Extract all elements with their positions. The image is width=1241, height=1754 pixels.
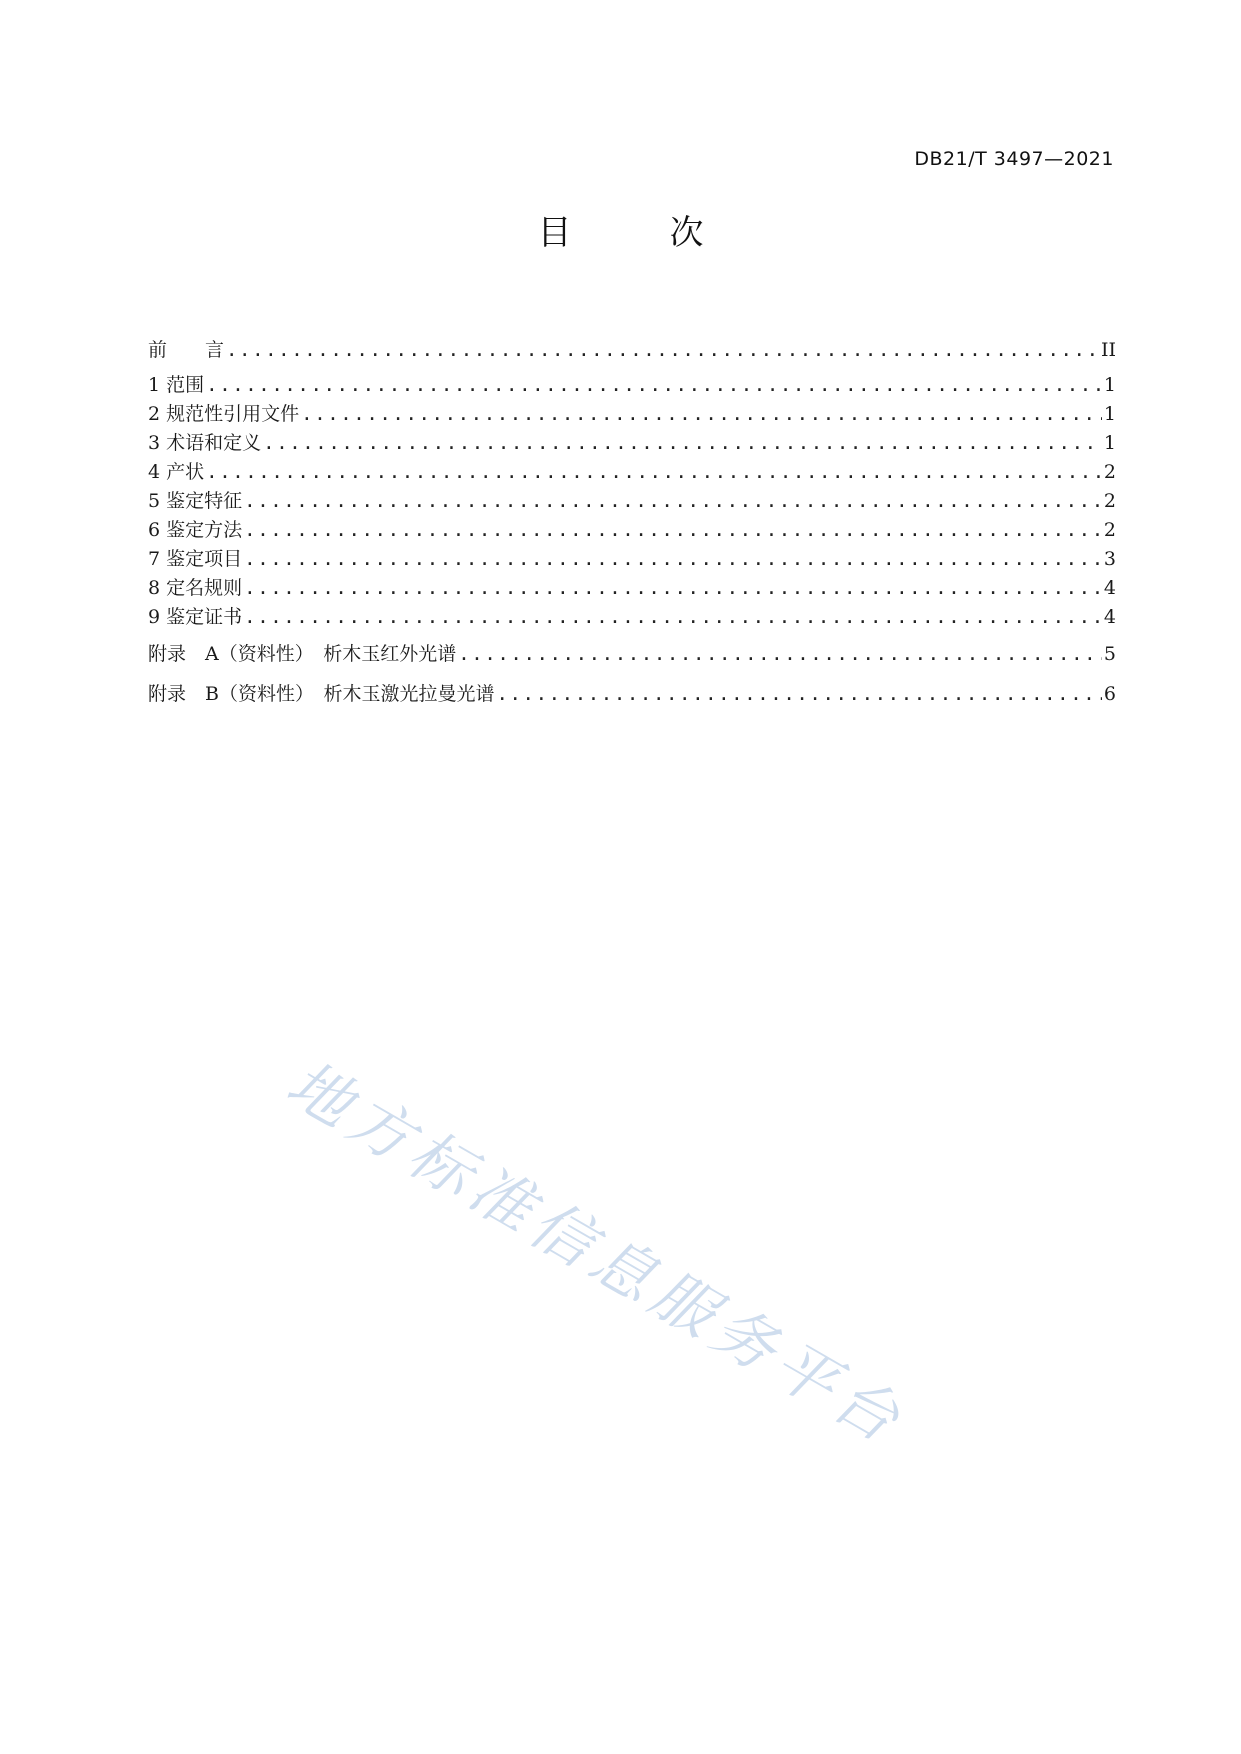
watermark: 地方标准信息服务平台 (275, 1046, 918, 1460)
toc-entry-number: 8 (148, 577, 161, 599)
toc-entry-number: 6 (148, 519, 161, 541)
toc-entry-label: 鉴定证书 (166, 606, 243, 628)
toc-entry-page: II (1100, 339, 1116, 361)
toc-entry-page: 6 (1103, 683, 1116, 705)
toc-dot-leader (206, 459, 1102, 485)
toc-entry-number: 附录 A (148, 643, 219, 665)
toc-dot-leader (206, 372, 1102, 398)
toc-entry-normative-references[interactable] (148, 401, 1116, 427)
toc-entry-page: 5 (1103, 643, 1116, 665)
toc-entry-number: 2 (148, 403, 161, 425)
toc-entry-page: 2 (1103, 490, 1116, 512)
toc-entry-page: 4 (1103, 577, 1116, 599)
toc-dot-leader (244, 604, 1102, 630)
toc-dot-leader (458, 641, 1102, 667)
toc-title (0, 205, 1241, 254)
toc-entry-identification-items[interactable] (148, 546, 1116, 572)
toc-title-char-2: 次 (669, 213, 704, 253)
toc-entry-naming-rules[interactable] (148, 575, 1116, 601)
toc-entry-label: 产状 (166, 461, 205, 483)
document-code: DB21/T 3497—2021 (914, 148, 1114, 170)
toc-entry-label: 鉴定项目 (166, 548, 243, 570)
toc-entry-number: 5 (148, 490, 161, 512)
toc-dot-leader (244, 517, 1102, 543)
toc-entry-identification-methods[interactable] (148, 517, 1116, 543)
toc-dot-leader (244, 488, 1102, 514)
toc-entry-number: 3 (148, 432, 161, 454)
toc-entry-terms-definitions[interactable] (148, 430, 1116, 456)
toc-entry-label: （资料性） 析木玉激光拉曼光谱 (218, 683, 495, 705)
toc-entry-label: 范围 (166, 374, 205, 396)
toc-entry-scope[interactable] (148, 372, 1116, 398)
toc-entry-label: 定名规则 (166, 577, 243, 599)
toc-entry-page: 3 (1103, 548, 1116, 570)
toc-entry-page: 1 (1103, 432, 1116, 454)
toc-entry-occurrence[interactable] (148, 459, 1116, 485)
toc-entry-page: 4 (1103, 606, 1116, 628)
toc-entry-annex-b[interactable] (148, 681, 1116, 707)
toc-entry-page: 2 (1103, 461, 1116, 483)
toc-entry-identification-features[interactable] (148, 488, 1116, 514)
toc-entry-label: 鉴定特征 (166, 490, 243, 512)
toc-dot-leader (226, 337, 1099, 363)
toc-entry-label: 鉴定方法 (166, 519, 243, 541)
toc-entry-page: 2 (1103, 519, 1116, 541)
toc-entry-label: （资料性） 析木玉红外光谱 (218, 643, 457, 665)
toc-entry-label: 规范性引用文件 (166, 403, 300, 425)
toc-dot-leader (496, 681, 1101, 707)
toc-entry-number: 1 (148, 374, 161, 396)
toc-entry-number: 7 (148, 548, 161, 570)
toc-dot-leader (263, 430, 1102, 456)
toc-entry-number: 4 (148, 461, 161, 483)
toc-dot-leader (244, 575, 1102, 601)
toc-dot-leader (244, 546, 1102, 572)
toc-entry-number: 附录 B (148, 683, 219, 705)
toc-entry-label: 术语和定义 (166, 432, 262, 454)
toc-entry-page: 1 (1103, 374, 1116, 396)
toc-dot-leader (301, 401, 1102, 427)
toc-entry-label: 前 言 (148, 339, 225, 361)
toc-entry-page: 1 (1103, 403, 1116, 425)
toc-entry-annex-a[interactable] (148, 641, 1116, 667)
toc-entry-certificate[interactable] (148, 604, 1116, 630)
toc-entry-number: 9 (148, 606, 161, 628)
toc-entry-foreword[interactable] (148, 337, 1116, 363)
toc-title-char-1: 目 (537, 213, 572, 253)
